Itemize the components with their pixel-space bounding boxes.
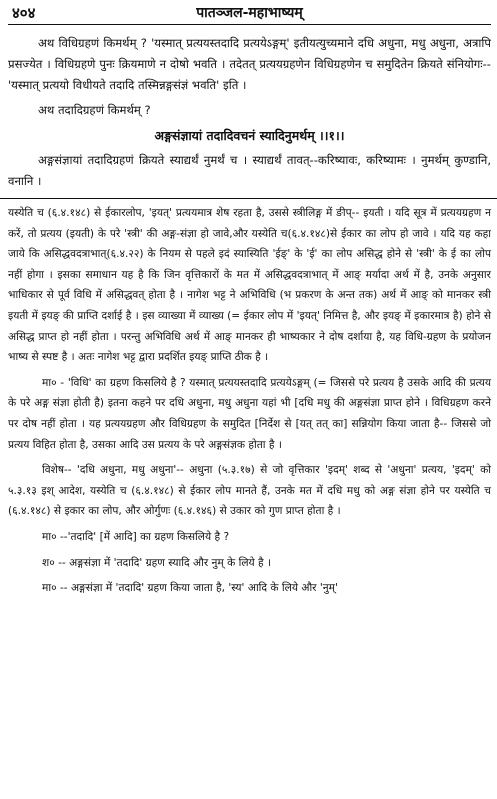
commentary-section xyxy=(8,203,491,599)
page-header xyxy=(8,2,491,25)
main-text-paragraph: अथ विधिग्रहणं किमर्थम् ? 'यस्मात् प्रत्ययस्तदादि प्रत्ययेऽङ्गम्' इतीयत्युच्यमाने दधि अधुना, मधु अधुना, अत्रापि प्रसज्येत । विधिग्रहणे पुनः क्रियमाणे न दोषो भवति । तदेतत् प्रत्ययग्रहणेन विधिग्रहणेन च समुदितेन क्रियते संनियोगः-- 'यस्मात् प्रत्ययो विधीयते तदादि तस्मिन्नङ्गसंज्ञं भवति' इति । xyxy=(8,36,491,92)
commentary-paragraph: श० -- अङ्गसंज्ञा में 'तदादि' ग्रहण स्यादि और नुम् के लिये है । xyxy=(42,556,272,569)
commentary-paragraph: यस्येति च (६.४.१४८) से ईकारलोप, 'इयत्' प्रत्ययमात्र शेष रहता है, उससे स्त्रीलिङ्ग में ङीप्-- इयती । यदि सूत्र में प्रत्ययग्रहण न करें, तो प्रत्यय (इयती) के परे 'स्त्री' की अङ्ग-संज्ञा हो जावे,और यस्येति च(६.४.१४८)से ईकार का लोप हो जावे । यदि यह कहा जाये कि असिद्धवदत्राभात्(६.४.२२) के नियम से पहले इदं स्यास्यिति 'ईङ्' के 'ई' का लोप असिद्ध होने से 'स्त्री' के ई का लोप नहीं होगा । इसका समाधान यह है कि जिन वृत्तिकारों के मत में असिद्धवदत्राभात् में आङ् मर्यादा अर्थ में है, उनके अनुसार भाधिकार से पूर्व विधि में असिद्धवत् होता है । नागेश भट्ट ने अभिविधि (भ प्रकरण के अन्त तक) अर्थ में आङ् को मानकर स्त्री इयती में इयङ् की प्राप्ति दर्शाई है । इस व्याख्या में व्याख्य (= ईकार लोप में 'इयत्' निमित्त है, और इयङ् में इकारमात्र है) होने से असिद्ध प्राप्त हो नहीं होता । परन्तु अभिविधि अर्थ में आङ् मानकर ही भाष्यकार ने दोष दर्शाया है, यह विधि-ग्रहण के प्रयोजन भाष्य से स्पष्ट है । अतः नागेश भट्ट द्वारा प्रदर्शित इयङ् प्राप्ति ठीक है । xyxy=(8,207,491,364)
running-title: पातञ्जल-महाभाष्यम् xyxy=(196,5,303,21)
main-text-paragraph: अङ्गसंज्ञायां तदादिग्रहणं क्रियते स्याद्यर्थं नुमर्थं च । स्याद्यर्थं तावत्--करिष्यावः, करिष्यामः । नुमर्थम् कुण्डानि, वनानि । xyxy=(8,153,491,188)
commentary-paragraph: मा० -- अङ्गसंज्ञा में 'तदादि' ग्रहण किया जाता है, 'स्य' आदि के लिये और 'नुम्' xyxy=(42,582,338,595)
section-divider xyxy=(0,198,497,199)
sutra-line: अङ्गसंज्ञायां तदादिवचनं स्यादिनुमर्थम् ।।१।। xyxy=(154,128,345,143)
commentary-paragraph: विशेष-- 'दधि अधुना, मधु अधुना'-- अधुना (५.३.१७) से जो वृत्तिकार 'इदम्' शब्द से 'अधुना' प्रत्यय, 'इदम्' को ५.३.१३ इश् आदेश, यस्येति च (६.४.१४८) से ईकार लोप मानते हैं, उनके मत में दधि मधु को अङ्ग संज्ञा होने पर यस्येति च (६.४.१४८) से इकार का लोप, और ओर्गुणः (६.४.१४६) से उकार को गुण प्राप्त होता है । xyxy=(8,464,491,518)
commentary-paragraph: मा० - 'विधि' का ग्रहण किसलिये है ? यस्मात् प्रत्ययस्तदादि प्रत्ययेऽङ्गम् (= जिससे परे प्रत्यय है उसके आदि की प्रत्यय के परे अङ्ग संज्ञा होती है) इतना कहने पर दधि अधुना, मधु अधुना यहां भी [दधि मधु की अङ्गसंज्ञा प्राप्त होने । विधिग्रहण करने पर दोष नहीं होता । यह प्रत्ययग्रहण और विधिग्रहण के समुदित [निर्देश से [यत् तत् का] सन्नियोग किया जाता है-- जिससे जो प्रत्यय विहित होता है, उसका आदि उस प्रत्यय के परे अङ्गसंज्ञक होता है । xyxy=(8,376,491,451)
page-number: ४०४ xyxy=(12,4,36,22)
commentary-paragraph: मा० --'तदादि' [में आदि] का ग्रहण किसलिये है ? xyxy=(42,530,230,543)
main-text-section xyxy=(8,25,491,192)
main-text-paragraph: अथ तदादिग्रहणं किमर्थम् ? xyxy=(38,103,151,117)
